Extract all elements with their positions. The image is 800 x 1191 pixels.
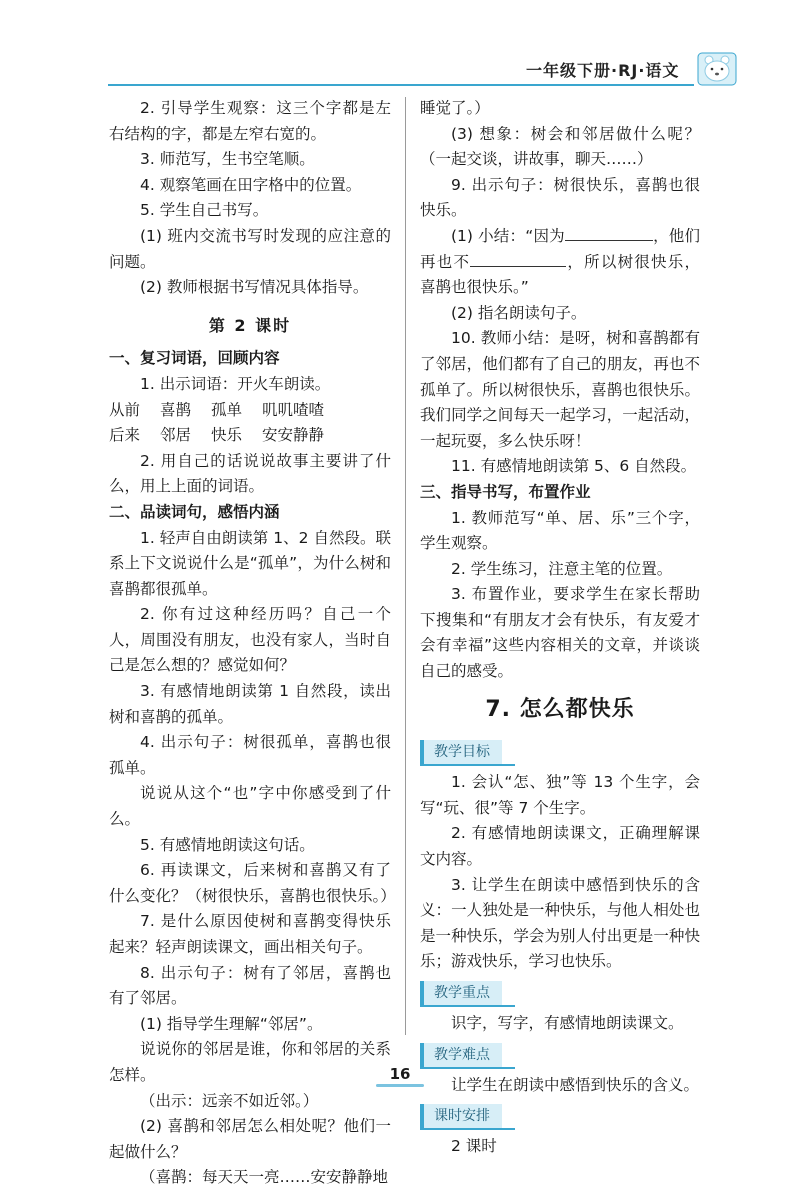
section-heading: 二、品读词句，感悟内涵 (109, 502, 280, 521)
word: 喜鹊 (160, 400, 192, 419)
word: 安安静静 (262, 426, 325, 445)
lesson-period-heading: 第 2 课时 (208, 315, 292, 335)
lesson-title: 7. 怎么都快乐 (485, 696, 635, 722)
paragraph: 1. 教师范写“单、居、乐”三个字，学生观察。 (420, 508, 700, 553)
page-number-underline (376, 1084, 424, 1087)
paragraph: (2) 教师根据书写情况具体指导。 (140, 278, 369, 297)
paragraph: 10. 教师小结：是呀，树和喜鹊都有了邻居，他们都有了自己的朋友，再也不孤单了。所以树很快乐，喜鹊也很快乐。我们同学之间每天一起学习，一起活动，一起玩耍，多么快乐呀！ (420, 329, 700, 450)
paragraph: 1. 轻声自由朗读第 1、2 自然段。联系上下文说说什么是“孤单”，为什么树和喜鹊都很孤单。 (109, 528, 391, 598)
section-heading: 一、复习词语，回顾内容 (109, 349, 280, 368)
word: 快乐 (211, 426, 243, 445)
paragraph: (2) 指名朗读句子。 (451, 303, 587, 322)
paragraph: 3. 让学生在朗读中感悟到快乐的含义：一人独处是一种快乐，与他人相处也是一种快乐，学会为别人付出更是一种快乐；游戏快乐，学习也快乐。 (420, 875, 700, 971)
paragraph: 说说你的邻居是谁，你和邻居的关系怎样。 (109, 1040, 391, 1084)
paragraph: （出示：远亲不如近邻。） (140, 1091, 319, 1110)
paragraph: 2. 用自己的话说说故事主要讲了什么，用上上面的词语。 (109, 451, 391, 496)
paragraph: 睡觉了。） (420, 99, 490, 117)
teaching-goals-badge: 教学目标 (420, 740, 502, 764)
paragraph: 7. 是什么原因使树和喜鹊变得快乐起来？轻声朗读课文，画出相关句子。 (109, 912, 391, 956)
badge-rule (420, 1005, 515, 1007)
word: 后来 (109, 426, 141, 445)
page-number: 16 (389, 1065, 411, 1083)
paragraph: (1) 班内交流书写时发现的应注意的问题。 (109, 226, 391, 271)
paragraph: (3) 想象：树会和邻居做什么呢？（一起交谈，讲故事，聊天……） (420, 124, 700, 169)
paragraph: 5. 有感情地朗读这句话。 (140, 835, 315, 854)
paragraph: 4. 观察笔画在田字格中的位置。 (140, 175, 362, 194)
word-list (109, 398, 391, 424)
word: 孤单 (211, 400, 243, 419)
fill-in-sentence (420, 224, 700, 301)
section-heading: 三、指导书写，布置作业 (420, 482, 591, 501)
paragraph: 说说从这个“也”字中你感受到了什么。 (109, 784, 391, 829)
blank-line (470, 251, 566, 267)
blank-line (565, 225, 653, 241)
paragraph: 9. 出示句子：树很快乐，喜鹊也很快乐。 (420, 175, 700, 220)
paragraph: 1. 出示词语：开火车朗读。 (140, 374, 331, 393)
word: 邻居 (160, 426, 192, 445)
paragraph: （喜鹊：每天天一亮……安安静静地 (140, 1168, 389, 1187)
header-rule (108, 84, 694, 86)
badge-rule (420, 1128, 515, 1130)
paragraph: 11. 有感情地朗读第 5、6 自然段。 (451, 457, 697, 476)
column-divider (405, 97, 406, 1035)
class-schedule-badge: 课时安排 (420, 1104, 502, 1128)
sentence-part: ，他们再也不 (420, 226, 700, 271)
paragraph: 识字，写字，有感情地朗读课文。 (451, 1014, 684, 1032)
word: 叽叽喳喳 (262, 400, 325, 419)
paragraph: (2) 喜鹊和邻居怎么相处呢？他们一起做什么？ (109, 1117, 391, 1161)
running-header-title: 一年级下册·RJ·语文 (526, 61, 680, 80)
paragraph: 4. 出示句子：树很孤单，喜鹊也很孤单。 (109, 733, 391, 777)
paragraph: 5. 学生自己书写。 (140, 201, 269, 220)
paragraph: 3. 布置作业，要求学生在家长帮助下搜集和“有朋友才会有快乐，有友爱才会有幸福”这些内容相关的文章，并谈谈自己的感受。 (420, 585, 700, 681)
left-column (109, 96, 396, 1191)
paragraph: 3. 师范写，生书空笔顺。 (140, 150, 315, 169)
word: 从前 (109, 400, 141, 419)
word-list (109, 423, 391, 449)
paragraph: 2. 有感情地朗读课文，正确理解课文内容。 (420, 824, 700, 869)
paragraph: 8. 出示句子：树有了邻居，喜鹊也有了邻居。 (109, 963, 391, 1008)
right-column (420, 96, 700, 1160)
paragraph: 3. 有感情地朗读第 1 自然段，读出树和喜鹊的孤单。 (109, 682, 391, 726)
sentence-part: (1) 小结：“因为 (451, 226, 565, 245)
paragraph: 2. 学生练习，注意主笔的位置。 (451, 559, 673, 578)
sentence-part: ，所以树很快乐，喜鹊也很快乐。” (420, 252, 700, 297)
paragraph: 1. 会认“怎、独”等 13 个生字，会写“玩、很”等 7 个生字。 (420, 773, 700, 817)
paragraph: 让学生在朗读中感悟到快乐的含义。 (451, 1075, 700, 1094)
teaching-difficulty-badge: 教学难点 (420, 1043, 502, 1067)
teaching-focus-badge: 教学重点 (420, 981, 502, 1005)
paragraph: 2. 引导学生观察：这三个字都是左右结构的字，都是左窄右宽的。 (109, 99, 391, 143)
bear-mascot-icon (697, 50, 737, 86)
paragraph: 2. 你有过这种经历吗？自己一个人，周围没有朋友，也没有家人，当时自己是怎么想的？感觉如何？ (109, 605, 391, 675)
paragraph: (1) 指导学生理解“邻居”。 (140, 1014, 323, 1033)
badge-rule (420, 764, 515, 766)
paragraph: 6. 再读课文，后来树和喜鹊又有了什么变化？（树很快乐，喜鹊也很快乐。） (109, 861, 396, 905)
paragraph: 2 课时 (451, 1137, 497, 1156)
